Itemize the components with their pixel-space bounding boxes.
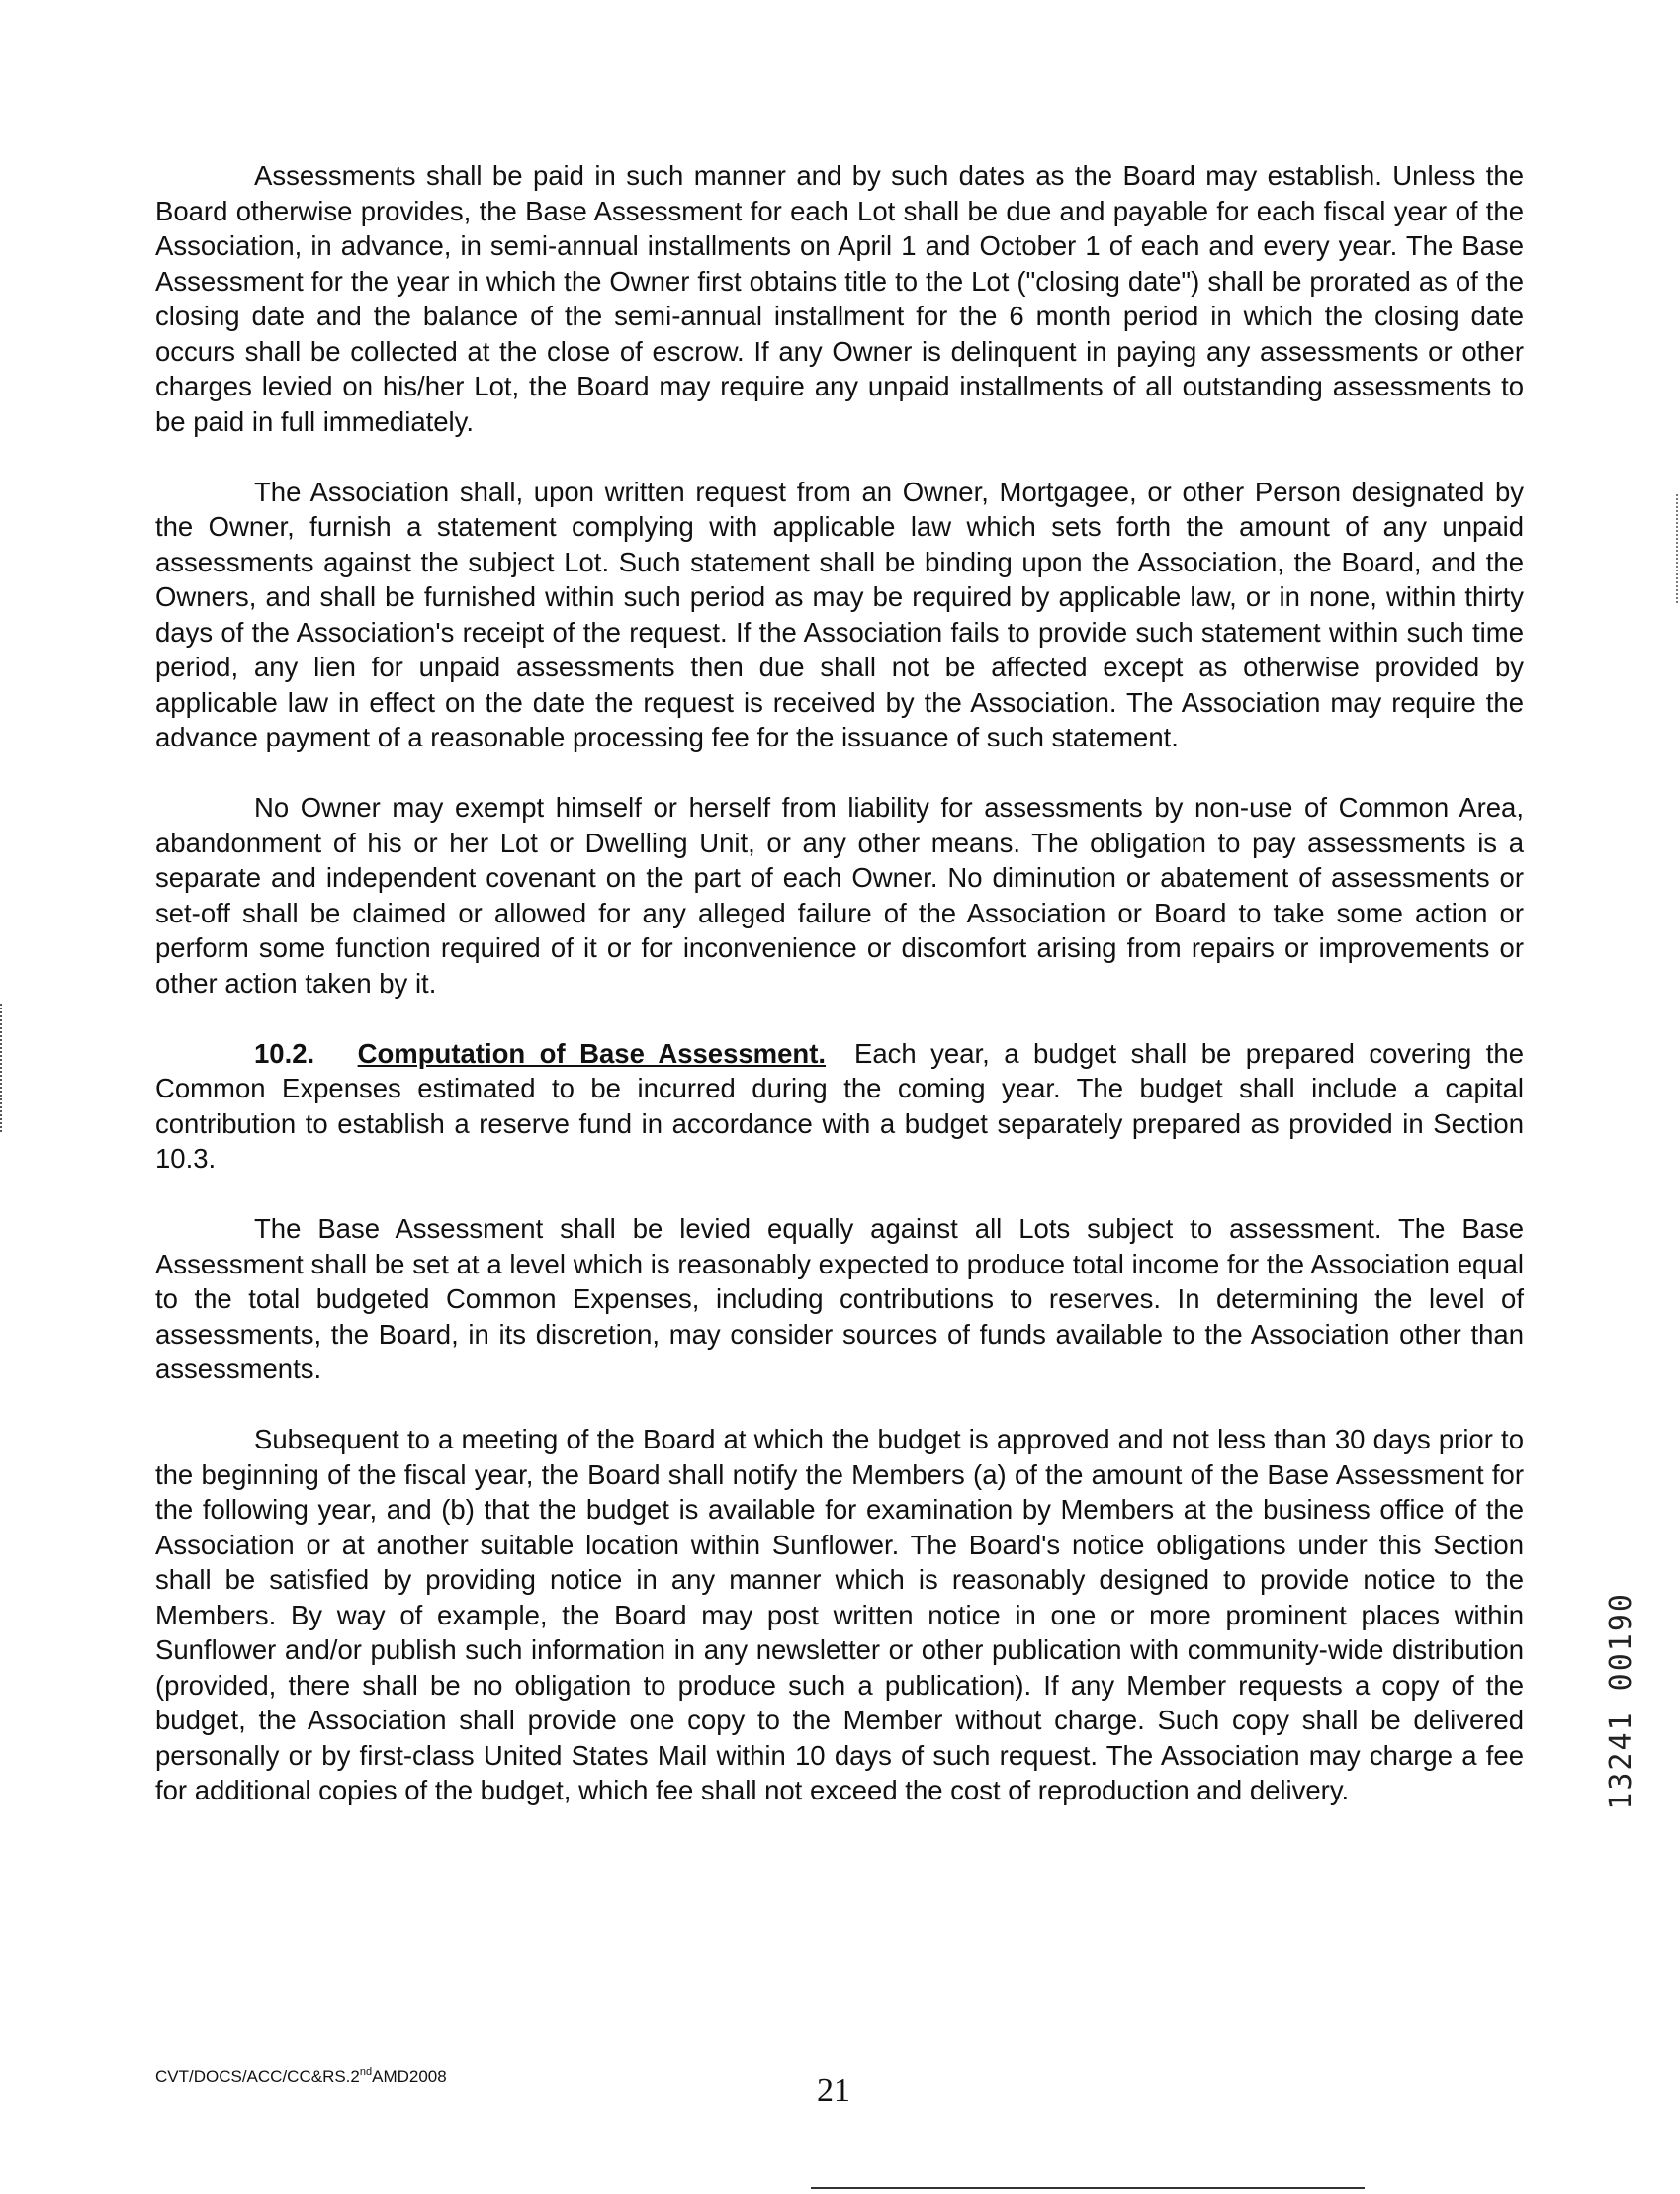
left-edge-scan-mark [0,1004,4,1132]
recording-number-stamp: 13241 00190 [1604,1592,1638,1810]
footer-code-suffix: AMD2008 [372,2067,447,2086]
footer-code-prefix: CVT/DOCS/ACC/CC&RS.2 [155,2067,360,2086]
right-edge-scan-mark [1676,494,1680,603]
page-number: 21 [817,2072,850,2109]
paragraph-no-exemption: No Owner may exempt himself or herself from liability for assessments by non-use of Common Area, abandonment of his or her Lot or Dwelling Unit, or any other means. The obligation to pay assessments is a separate and independent covenant on the part of each Owner. No diminution or abatement of assessments or set-off shall be claimed or allowed for any alleged failure of the Association or Board to take some action or perform some function required of it or for inconvenience or discomfort arising from repairs or improvements or other action taken by it. [155,792,1524,999]
paragraph-levy-equally: The Base Assessment shall be levied equally against all Lots subject to assessment. The Base Assessment shall be set at a level which is reasonably expected to produce total income for the Association equal to the total budgeted Common Expenses, including contributions to reserves. In determining the level of assessments, the Board, in its discretion, may consider sources of funds available to the Association other than assessments. [155,1213,1524,1384]
footer-document-code [155,2066,447,2087]
paragraph-statement-request: The Association shall, upon written request from an Owner, Mortgagee, or other Person designated by the Owner, furnish a statement complying with applicable law which sets forth the amount of any unpaid assessments against the subject Lot. Such statement shall be binding upon the Association, the Board, and the Owners, and shall be furnished within such period as may be required by applicable law, or in none, within thirty days of the Association's receipt of the request. If the Association fails to provide such statement within such time period, any lien for unpaid assessments then due shall not be affected except as otherwise provided by applicable law in effect on the date the request is received by the Association. The Association may require the advance payment of a reasonable processing fee for the issuance of such statement. [155,476,1524,752]
paragraph-payment-schedule: Assessments shall be paid in such manner and by such dates as the Board may establish. Unless the Board otherwise provides, the Base Assessment for each Lot shall be due and payable for each fiscal year of the Association, in advance, in semi-annual installments on April 1 and October 1 of each and every year. The Base Assessment for the year in which the Owner first obtains title to the Lot ("closing date") shall be prorated as of the closing date and the balance of the semi-annual installment for the 6 month period in which the closing date occurs shall be collected at the close of escrow. If any Owner is delinquent in paying any assessments or other charges levied on his/her Lot, the Board may require any unpaid installments of all outstanding assessments to be paid in full immediately. [155,160,1524,437]
section-number: 10.2. [254,1037,315,1069]
section-10-2-paragraph [155,1036,1524,1177]
document-body [155,158,1524,1843]
footer-code-superscript: nd [359,2066,373,2078]
bottom-scan-line [811,2187,1365,2189]
paragraph-budget-notice: Subsequent to a meeting of the Board at which the budget is approved and not less than 30 days prior to the beginning of the fiscal year, the Board shall notify the Members (a) of the amount of the Base Assessment for the following year, and (b) that the budget is available for examination by Members at the business office of the Association or at another suitable location within Sunflower. The Board's notice obligations under this Section shall be satisfied by providing notice in any manner which is reasonably designed to provide notice to the Members. By way of example, the Board may post written notice in one or more prominent places within Sunflower and/or publish such information in any newsletter or other publication with community-wide distribution (provided, there shall be no obligation to produce such a publication). If any Member requests a copy of the budget, the Association shall provide one copy to the Member without charge. Such copy shall be delivered personally or by first-class United States Mail within 10 days of such request. The Association may charge a fee for additional copies of the budget, which fee shall not exceed the cost of reproduction and delivery. [155,1424,1524,1805]
section-title: Computation of Base Assessment. [357,1037,827,1069]
section-text: Each year, a budget shall be prepared covering the Common Expenses estimated to be incurred during the coming year. The budget shall include a capital contribution to establish a reserve fund in accordance with a budget separately prepared as provided in Section 10.3. [155,1037,1525,1174]
